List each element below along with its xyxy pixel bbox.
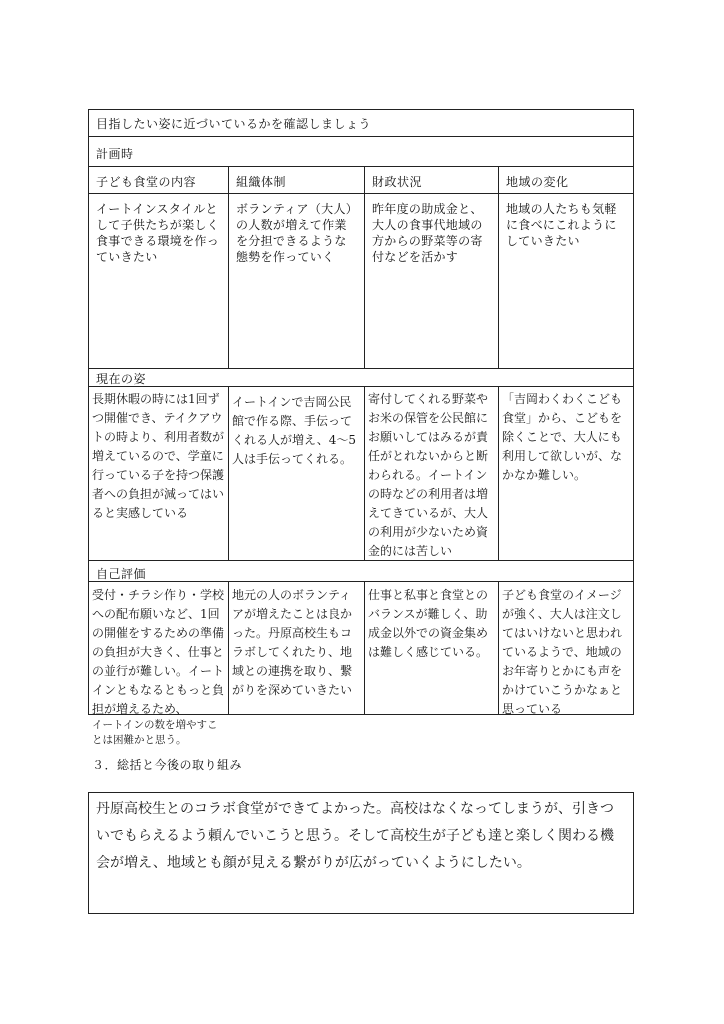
col-header-community: 地域の変化: [506, 175, 569, 189]
col-header-finance: 財政状況: [372, 175, 423, 189]
col-header-content: 子ども食堂の内容: [96, 175, 197, 189]
rule-eval-label-bottom: [88, 581, 634, 582]
rule-current-bottom: [88, 560, 634, 561]
col-rule-1-current: [228, 386, 229, 560]
plan-cell-finance: 昨年度の助成金と、大人の食事代地域の方からの野菜等の寄付などを活かす: [372, 202, 483, 264]
col-rule-3-eval: [498, 581, 499, 715]
current-cell-finance: 寄付してくれる野菜やお米の保管を公民館にお願いしてはみるが責任がとれないからと断わられる。イートインの時などの利用者は増えてきているが、大人の利用が少ないため資金的には苦しい: [368, 392, 489, 558]
rule-plan-bottom: [88, 368, 634, 369]
eval-cell-finance: 仕事と私事と食堂とのバランスが難しく、助成金以外での資金集めは難しく感じている。: [368, 588, 489, 659]
plan-cell-content: イートインスタイルとして子供たちが楽しく食事できる環境を作っていきたい: [96, 202, 220, 264]
eval-cell-organization: 地元の人のボランティアが増えたことは良かった。丹原高校生もコラボしてくれたり、地域との連携を取り、繋がりを深めていきたい: [232, 588, 353, 697]
eval-note: イートインの数を増やすことは困難かと思う。: [92, 719, 218, 746]
eval-cell-community: 子ども食堂のイメージが強く、大人は注文してはいけないと思われているようで、地域のお年寄りとかにも声をかけていこうかなぁと思っている: [502, 588, 623, 716]
col-rule-1-plan: [228, 166, 229, 368]
eval-cell-content: 受付・チラシ作り・学校への配布願いなど、1回の開催をするための準備の負担が大きく、仕事との並行が難しい。イートインともなるともっと負担が増えるため、: [92, 588, 225, 714]
page-title: 目指したい姿に近づいているかを確認しましょう: [96, 117, 372, 131]
rule-plan-label-bottom: [88, 166, 634, 167]
plan-section-label: 計画時: [96, 147, 134, 161]
col-rule-2-plan: [364, 166, 365, 368]
evaluation-section-label: 自己評価: [96, 567, 147, 581]
col-rule-2-current: [364, 386, 365, 560]
plan-cell-organization: ボランティア（大人）の人数が増えて作業を分担できるような態勢を作っていく: [236, 202, 353, 264]
col-header-organization: 組織体制: [236, 175, 287, 189]
current-cell-community: 「吉岡わくわくこども食堂」から、こどもを除くことで、大人にも利用して欲しいが、なかなか難しい。: [502, 392, 623, 482]
rule-title-bottom: [88, 136, 634, 137]
col-rule-1-eval: [228, 581, 229, 715]
rule-col-header-bottom: [88, 193, 634, 194]
col-rule-3-plan: [498, 166, 499, 368]
rule-current-label-bottom: [88, 386, 634, 387]
col-rule-2-eval: [364, 581, 365, 715]
current-cell-content: 長期休暇の時には1回ずつ開催でき、テイクアウトの時より、利用者数が増えているので、学童に行っている子を持つ保護者への負担が減ってはいると実感している: [92, 392, 225, 520]
col-rule-3-current: [498, 386, 499, 560]
current-cell-organization: イートインで吉岡公民館で作る際、手伝ってくれる人が増え、4〜5人は手伝ってくれる。: [232, 395, 356, 466]
summary-text: 丹原高校生とのコラボ食堂ができてよかった。高校はなくなってしまうが、引きついでもらえるよう頼んでいこうと思う。そして高校生が子ども達と楽しく関わる機会が増え、地域とも顔が見える繋がりが広がっていくようにしたい。: [96, 801, 614, 871]
summary-heading: ３．総括と今後の取り組み: [92, 758, 243, 772]
plan-cell-community: 地域の人たちも気軽に食べにこれようにしていきたい: [506, 202, 617, 248]
current-section-label: 現在の姿: [96, 372, 147, 386]
